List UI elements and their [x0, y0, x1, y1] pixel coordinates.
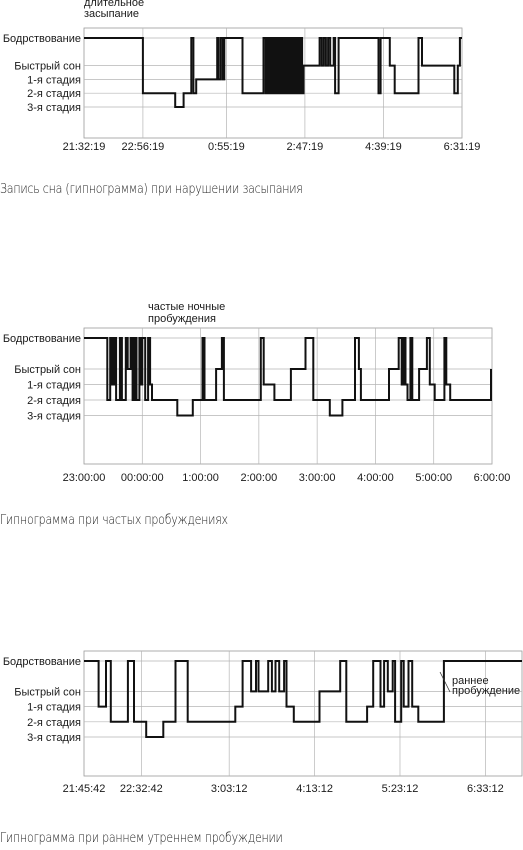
x-tick-label: 21:32:19 [62, 141, 106, 153]
x-tick-label: 23:00:00 [62, 472, 106, 484]
x-tick-label: 6:00:00 [473, 472, 511, 484]
plot-frame [84, 651, 522, 776]
annotation-leader [440, 672, 450, 692]
hypnogram-chart-frequent-awakenings [0, 296, 523, 496]
y-tick-label: Бодрствование [2, 656, 81, 668]
chart-caption: Гипнограмма при частых пробуждениях [0, 512, 228, 528]
y-tick-label: 1-я стадия [27, 74, 81, 87]
x-tick-label: 3:00:00 [298, 472, 336, 484]
x-tick-label: 0:55:19 [208, 141, 245, 153]
annotation-label: засыпание [84, 8, 139, 20]
y-tick-label: Быстрый сон [14, 364, 81, 376]
x-tick-label: 3:03:12 [210, 783, 248, 795]
x-tick-label: 5:23:12 [381, 783, 419, 795]
y-tick-label: 3-я стадия [27, 732, 81, 744]
y-tick-label: Быстрый сон [14, 60, 81, 73]
y-tick-label: Бодрствование [2, 333, 81, 345]
hypnogram-chart-sleep-onset [0, 0, 523, 160]
x-tick-label: 2:00:00 [240, 472, 278, 484]
y-tick-label: 1-я стадия [27, 701, 81, 714]
y-tick-label: 2-я стадия [27, 716, 81, 729]
y-tick-label: 3-я стадия [27, 102, 81, 114]
x-tick-label: 5:00:00 [415, 472, 453, 484]
y-tick-label: Бодрствование [2, 33, 81, 45]
x-tick-label: 21:45:42 [62, 783, 106, 795]
annotation-label: пробуждения [148, 313, 216, 325]
hypnogram-series [84, 338, 491, 416]
annotation-label: раннее [452, 675, 489, 687]
chart-caption: Гипнограмма при раннем утреннем пробуждении [0, 830, 283, 846]
y-tick-label: Быстрый сон [14, 686, 81, 699]
y-tick-label: 2-я стадия [27, 88, 81, 101]
hypnogram-series [84, 661, 522, 737]
x-tick-label: 2:47:19 [286, 141, 324, 153]
x-tick-label: 4:00:00 [357, 472, 394, 484]
chart-caption: Запись сна (гипнограмма) при нарушении засыпания [0, 181, 303, 197]
x-tick-label: 00:00:00 [120, 472, 164, 484]
x-tick-label: 1:00:00 [182, 472, 219, 484]
x-tick-label: 4:13:12 [296, 783, 333, 795]
x-tick-label: 22:32:42 [119, 783, 163, 795]
y-tick-label: 1-я стадия [27, 379, 81, 392]
hypnogram-series [84, 38, 462, 107]
x-tick-label: 6:31:19 [443, 141, 481, 153]
x-tick-label: 6:33:12 [467, 783, 504, 795]
annotation-label: частые ночные [148, 301, 226, 313]
annotation-label: пробуждение [452, 685, 521, 697]
y-tick-label: 2-я стадия [27, 395, 81, 407]
y-tick-label: 3-я стадия [27, 410, 81, 423]
hypnogram-chart-early-awakening [0, 628, 523, 798]
annotation-label: длительное [84, 0, 145, 9]
x-tick-label: 4:39:19 [365, 141, 402, 153]
x-tick-label: 22:56:19 [121, 141, 165, 153]
